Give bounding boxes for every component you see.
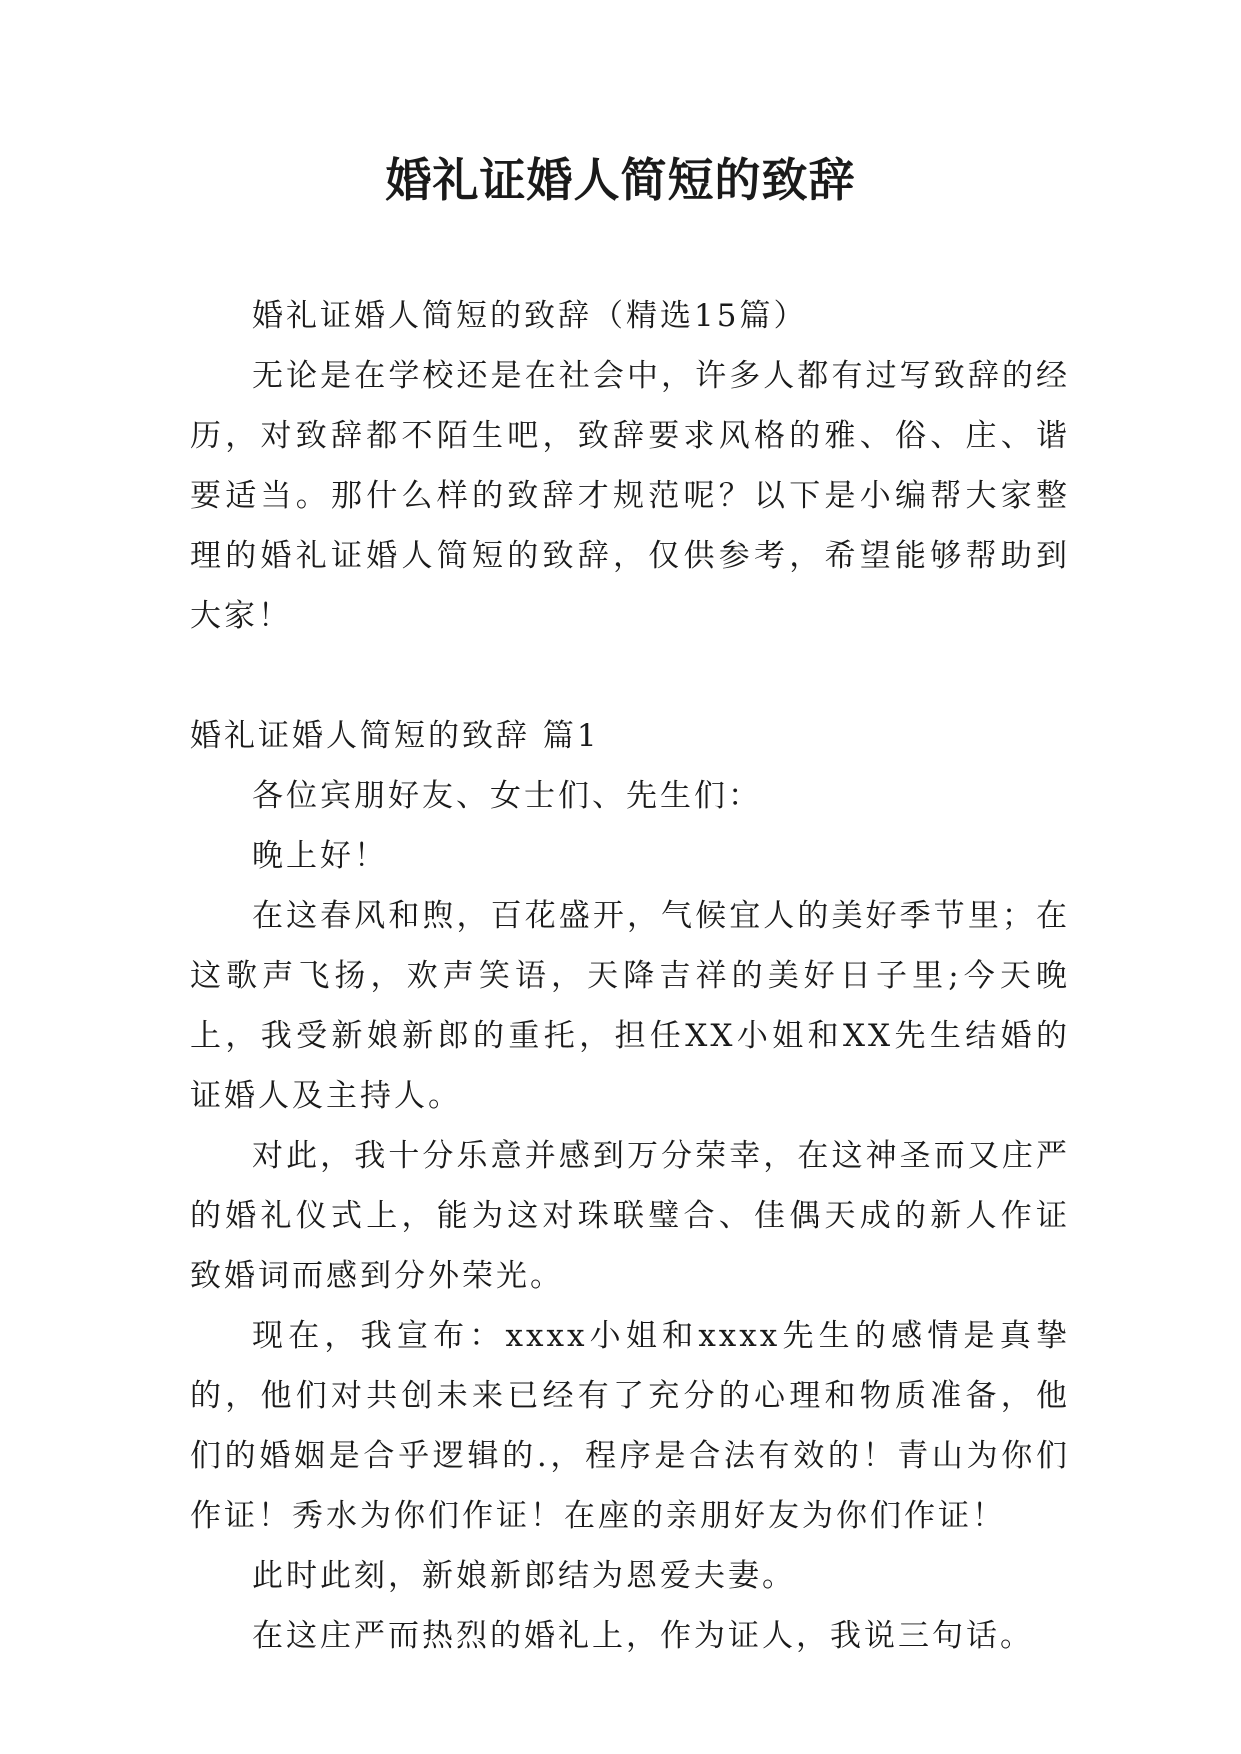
body-paragraph: 现在，我宣布：xxxx小姐和xxxx先生的感情是真挚的，他们对共创未来已经有了充分的心理和物质准备，他们的婚姻是合乎逻辑的.，程序是合法有效的！青山为你们作证！秀水为你们作证！在座的亲朋好友为你们作证！ (190, 1318, 1070, 1534)
greeting-evening-paragraph: 晚上好！ (252, 838, 388, 874)
body-paragraph: 对此，我十分乐意并感到万分荣幸，在这神圣而又庄严的婚礼仪式上，能为这对珠联璧合、佳偶天成的新人作证致婚词而感到分外荣光。 (190, 1138, 1070, 1294)
section-heading: 婚礼证婚人简短的致辞 篇1 (190, 718, 600, 754)
intro-paragraph: 无论是在学校还是在社会中，许多人都有过写致辞的经历，对致辞都不陌生吧，致辞要求风格的雅、俗、庄、谐要适当。那什么样的致辞才规范呢？以下是小编帮大家整理的婚礼证婚人简短的致辞，仅供参考，希望能够帮助到大家！ (190, 358, 1070, 634)
paragraph-spacer (190, 646, 1070, 706)
body-paragraph: 在这庄严而热烈的婚礼上，作为证人，我说三句话。 (252, 1618, 1034, 1654)
body-paragraph: 在这春风和煦，百花盛开，气候宜人的美好季节里；在这歌声飞扬，欢声笑语，天降吉祥的美好日子里;今天晚上，我受新娘新郎的重托，担任XX小姐和XX先生结婚的证婚人及主持人。 (190, 898, 1070, 1114)
document-title: 婚礼证婚人简短的致辞 (385, 153, 856, 207)
document-body (190, 286, 1070, 1666)
intro-subtitle: 婚礼证婚人简短的致辞（精选15篇） (252, 298, 808, 334)
greeting-paragraph: 各位宾朋好友、女士们、先生们： (252, 778, 762, 814)
body-paragraph: 此时此刻，新娘新郎结为恩爱夫妻。 (252, 1558, 796, 1594)
